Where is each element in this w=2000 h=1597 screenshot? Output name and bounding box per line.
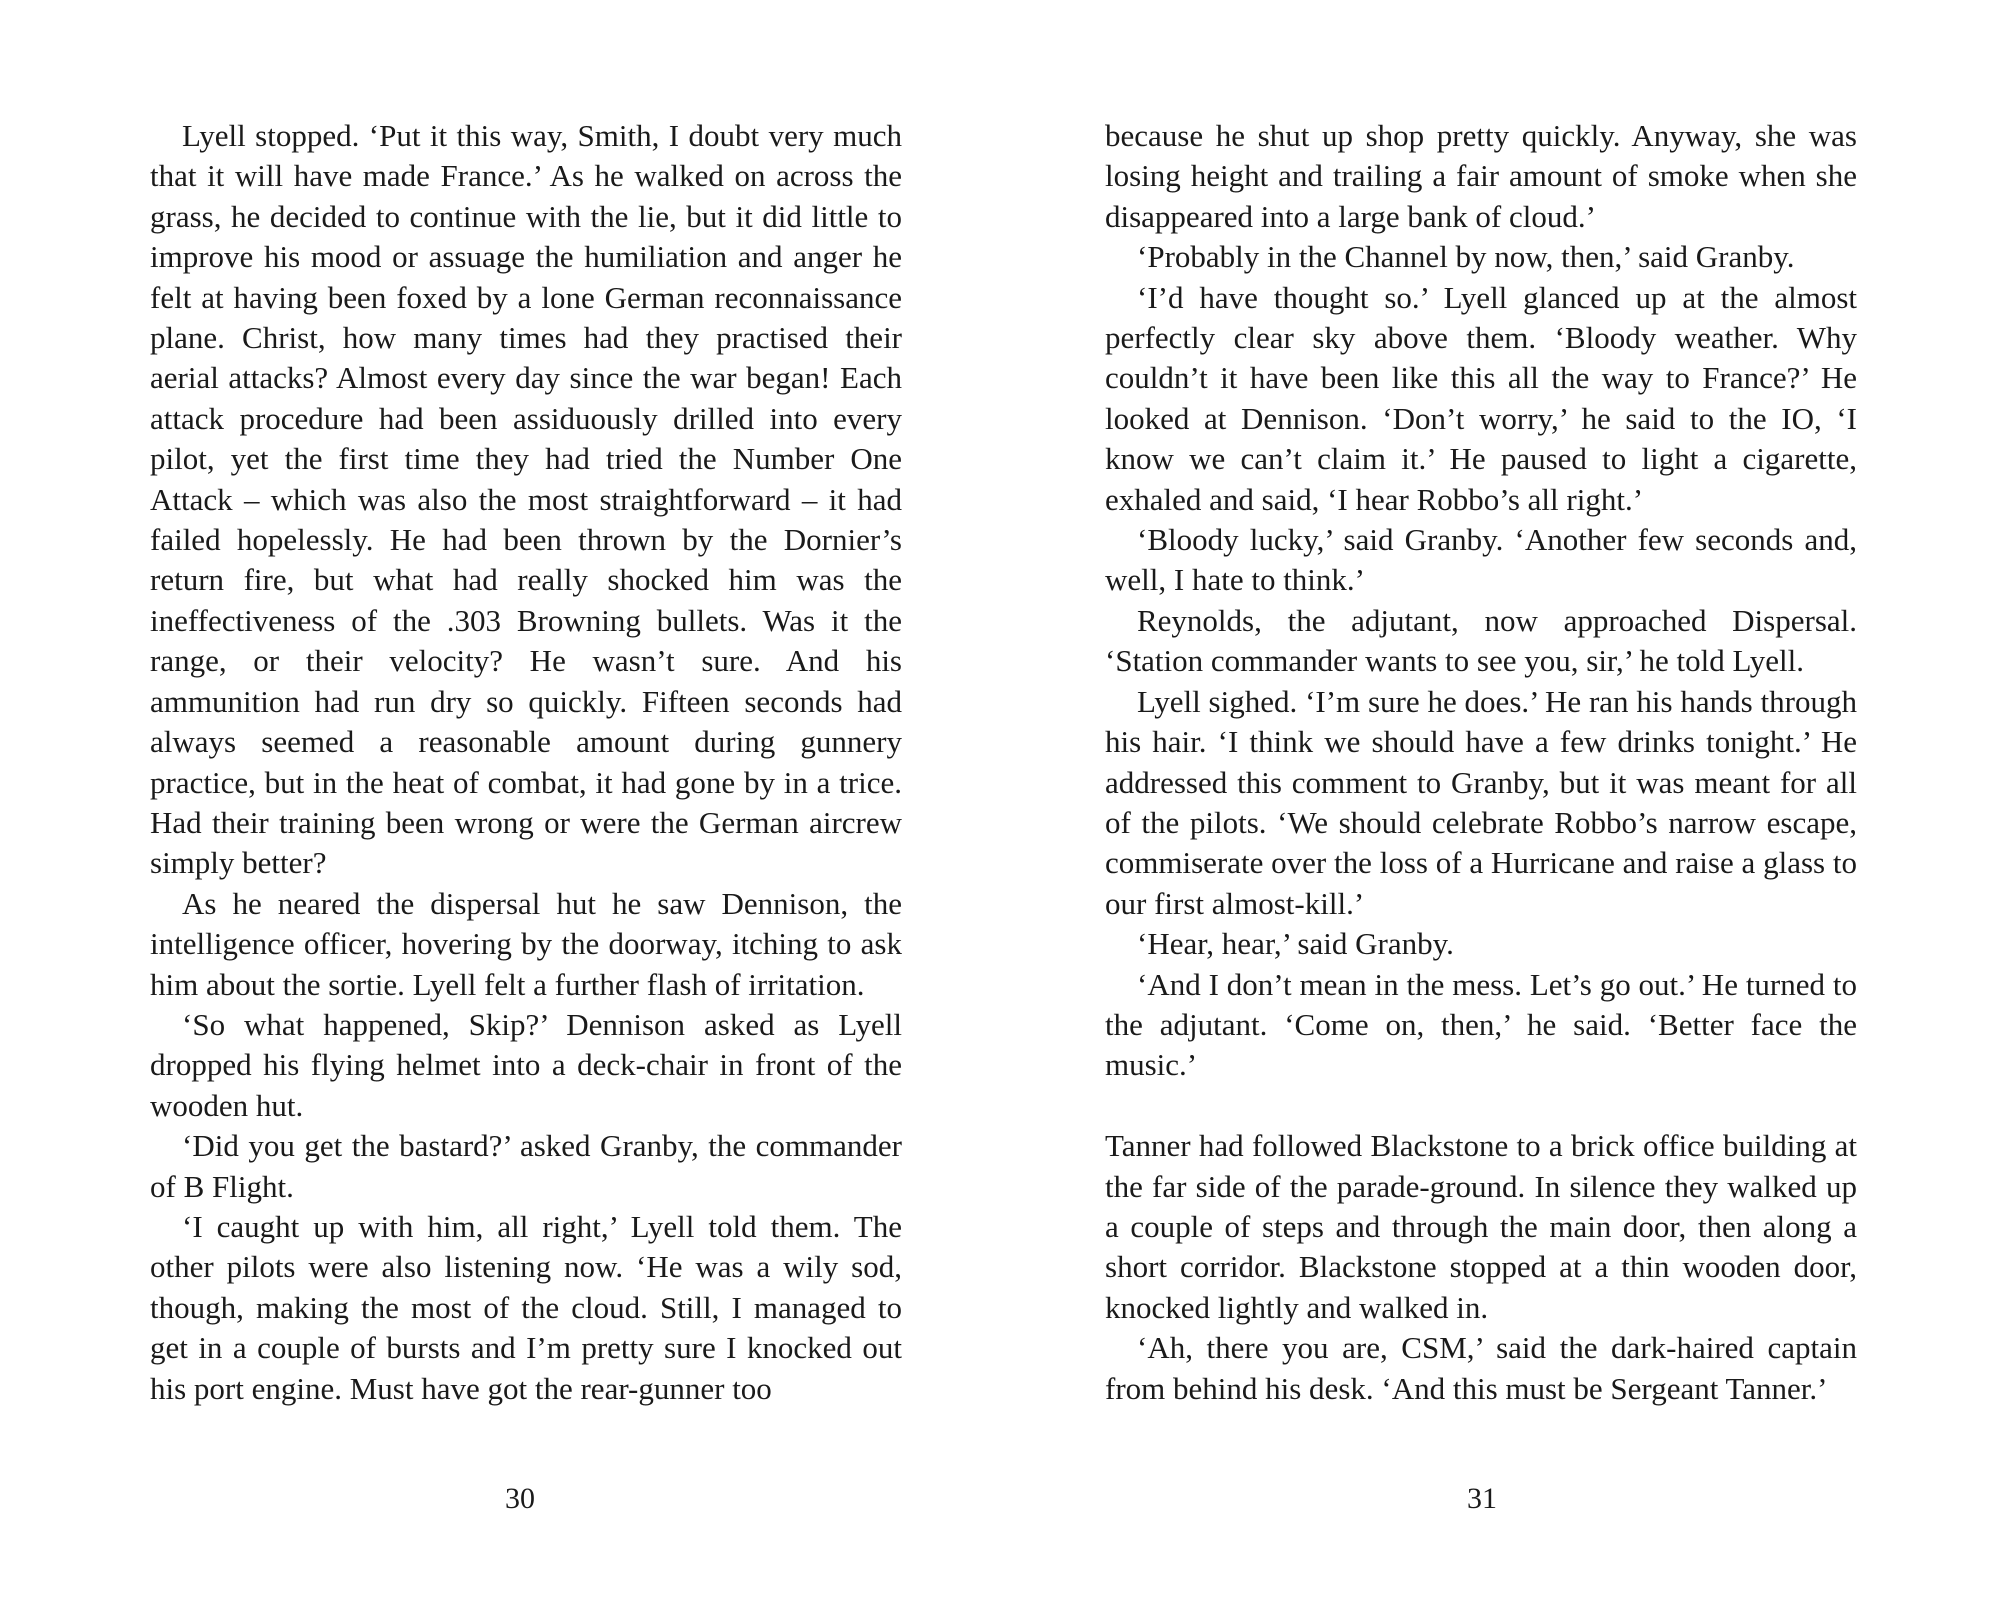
- paragraph: ‘Ah, there you are, CSM,’ said the dark-haired captain from behind his desk. ‘And this must be Sergeant Tanner.’: [1105, 1330, 1857, 1406]
- paragraph: ‘Did you get the bastard?’ asked Granby, the commander of B Flight.: [150, 1128, 902, 1204]
- paragraph: ‘Hear, hear,’ said Granby.: [1137, 926, 1454, 962]
- section-break: [1105, 1086, 1857, 1126]
- paragraph: ‘Bloody lucky,’ said Granby. ‘Another few seconds and, well, I hate to think.’: [1105, 522, 1857, 598]
- paragraph: Reynolds, the adjutant, now approached Dispersal. ‘Station commander wants to see you, sir,’ he told Lyell.: [1105, 602, 1857, 679]
- right-page: [1000, 0, 2000, 1597]
- paragraph: because he shut up shop pretty quickly. Anyway, she was losing height and trailing a fair amount of smoke when she disappeared into a large bank of cloud.’: [1105, 118, 1857, 234]
- paragraph: Tanner had followed Blackstone to a brick office building at the far side of the parade-ground. In silence they walked up a couple of steps and through the main door, then along a short corridor. Blackstone stopped at a thin wooden door, knocked lightly and walked in.: [1105, 1128, 1857, 1325]
- paragraph: ‘And I don’t mean in the mess. Let’s go out.’ He turned to the adjutant. ‘Come on, then,’ he said. ‘Better face the music.’: [1105, 966, 1857, 1083]
- left-page-text: [150, 116, 902, 1409]
- page-number: 30: [505, 1482, 535, 1515]
- paragraph: ‘I caught up with him, all right,’ Lyell told them. The other pilots were also listening now. ‘He was a wily sod, though, making the most of the cloud. Still, I managed to get in a couple of bursts and I’m pretty sure I knocked out his port engine. Must have got the rear-gunner too: [150, 1208, 902, 1406]
- paragraph: Lyell sighed. ‘I’m sure he does.’ He ran his hands through his hair. ‘I think we should have a few drinks tonight.’ He addressed this comment to Granby, but it was meant for all of the pilots. ‘We should celebrate Robbo’s narrow escape, commiserate over the loss of a Hurricane and raise a glass to our first almost-kill.’: [1105, 683, 1857, 921]
- paragraph: ‘So what happened, Skip?’ Dennison asked as Lyell dropped his flying helmet into a deck-chair in front of the wooden hut.: [150, 1006, 902, 1123]
- paragraph: Lyell stopped. ‘Put it this way, Smith, I doubt very much that it will have made France.’ As he walked on across the grass, he decided to continue with the lie, but it did little to improve his mood or assuage the humiliation and anger he felt at having been foxed by a lone German reconnaissance plane. Christ, how many times had they practised their aerial attacks? Almost every day since the war began! Each attack procedure had been assiduously drilled into every pilot, yet the first time they had tried the Number One Attack – which was also the most straightforward – it had failed hopelessly. He had been thrown by the Dornier’s return fire, but what had really shocked him was the ineffectiveness of the .303 Browning bullets. Was it the range, or their velocity? He wasn’t sure. And his ammunition had run dry so quickly. Fifteen seconds had always seemed a reasonable amount during gunnery practice, but in the heat of combat, it had gone by in a trice. Had their training been wrong or were the German aircrew simply better?: [150, 118, 902, 881]
- page-number: 31: [1467, 1482, 1497, 1515]
- paragraph: ‘Probably in the Channel by now, then,’ said Granby.: [1137, 239, 1795, 275]
- paragraph: ‘I’d have thought so.’ Lyell glanced up at the almost perfectly clear sky above them. ‘Bloody weather. Why couldn’t it have been like this all the way to France?’ He looked at Dennison. ‘Don’t worry,’ he said to the IO, ‘I know we can’t claim it.’ He paused to light a cigarette, exhaled and said, ‘I hear Robbo’s all right.’: [1105, 279, 1857, 517]
- paragraph: As he neared the dispersal hut he saw Dennison, the intelligence officer, hovering by the doorway, itching to ask him about the sortie. Lyell felt a further flash of irritation.: [150, 885, 902, 1002]
- right-page-text: [1105, 116, 1857, 1409]
